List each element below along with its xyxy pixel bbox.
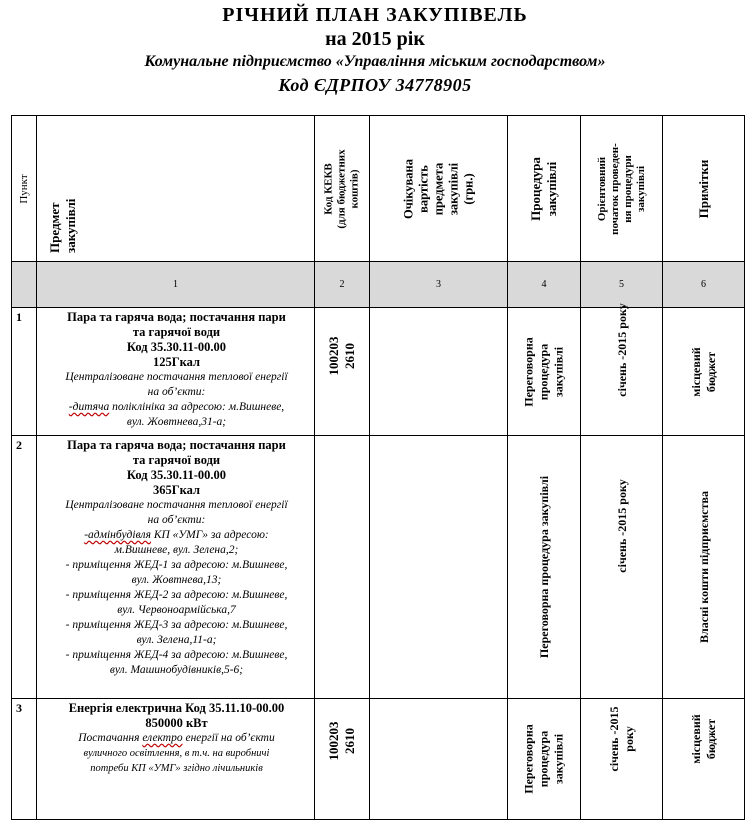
row-procedure: Переговорна процедура закупівлі xyxy=(508,308,581,436)
col-header-notes: Примітки xyxy=(663,116,745,262)
table-row xyxy=(12,308,745,436)
doc-edrpou-code: Код ЄДРПОУ 34778905 xyxy=(278,75,472,95)
row-subject: Пара та гаряча вода; постачання пари та гарячої води Код 35.30.11-00.00 365Гкал Централізоване постачання теплової енергії на об’єкти: -адмінбудівля КП «УМГ» за адресою: м.Вишневе, вул. Зелена,2; - приміщення ЖЕД-1 за адресою: м.Вишневе, вул. Жовтнева,13; - приміщення ЖЕД-2 за адресою: м.Вишневе, вул. Червоноармійська,7 - приміщення ЖЕД-3 за адресою: м.Вишневе, вул. Зелена,11-а; - приміщення ЖЕД-4 за адресою: м.Вишневе, вул. Машинобудівників,5-6; xyxy=(37,436,315,699)
doc-organization: Комунальне підприємство «Управління міським господарством» xyxy=(144,53,606,70)
row-procedure: Переговорна процедура закупівлі xyxy=(508,436,581,699)
row-notes: місцевий бюджет xyxy=(663,699,745,820)
col-number: 3 xyxy=(370,262,508,308)
row-notes: місцевий бюджет xyxy=(663,308,745,436)
col-number-blank xyxy=(12,262,37,308)
table-row xyxy=(12,436,745,699)
row-cost xyxy=(370,699,508,820)
procurement-table xyxy=(11,115,745,820)
row-number: 1 xyxy=(12,308,37,436)
row-number: 2 xyxy=(12,436,37,699)
row-kekv: 100203 2610 xyxy=(315,308,370,436)
column-number-row xyxy=(12,262,745,308)
row-procedure: Переговорна процедура закупівлі xyxy=(508,699,581,820)
doc-title: РІЧНИЙ ПЛАН ЗАКУПІВЕЛЬ xyxy=(222,4,528,26)
col-header-cost: Очікувана вартість предмета закупівлі (грн.) xyxy=(370,116,508,262)
table-header-row xyxy=(12,116,745,262)
row-start: січень -2015 року xyxy=(581,436,663,699)
col-number: 6 xyxy=(663,262,745,308)
col-number: 2 xyxy=(315,262,370,308)
col-header-kekv: Код КЕКВ (для бюджетних коштів) xyxy=(315,116,370,262)
row-number: 3 xyxy=(12,699,37,820)
col-number: 1 xyxy=(37,262,315,308)
row-start: січень -2015 року xyxy=(581,308,663,436)
row-kekv xyxy=(315,436,370,699)
row-cost xyxy=(370,436,508,699)
col-header-start: Орієнтовний початок проведен- ня процедури закупівлі xyxy=(581,116,663,262)
row-kekv: 100203 2610 xyxy=(315,699,370,820)
row-subject: Енергія електрична Код 35.11.10-00.00 850000 кВт Постачання електро енергії на об’єкти вуличного освітлення, в т.ч. на виробничі потреби КП «УМГ» згідно лічильників xyxy=(37,699,315,820)
col-header-subject: Предмет закупівлі xyxy=(37,116,315,262)
col-header-procedure: Процедура закупівлі xyxy=(508,116,581,262)
row-subject: Пара та гаряча вода; постачання пари та гарячої води Код 35.30.11-00.00 125Гкал Централізоване постачання теплової енергії на об’єкти: -дитяча поліклініка за адресою: м.Вишневе, вул. Жовтнева,31-а; xyxy=(37,308,315,436)
row-start: січень -2015 року xyxy=(581,699,663,820)
row-cost xyxy=(370,308,508,436)
table-row xyxy=(12,699,745,820)
col-number: 5 xyxy=(581,262,663,308)
col-header-punkt: Пункт xyxy=(12,116,37,262)
col-number: 4 xyxy=(508,262,581,308)
doc-year: на 2015 рік xyxy=(325,28,425,50)
row-notes: Власні кошти підприємства xyxy=(663,436,745,699)
